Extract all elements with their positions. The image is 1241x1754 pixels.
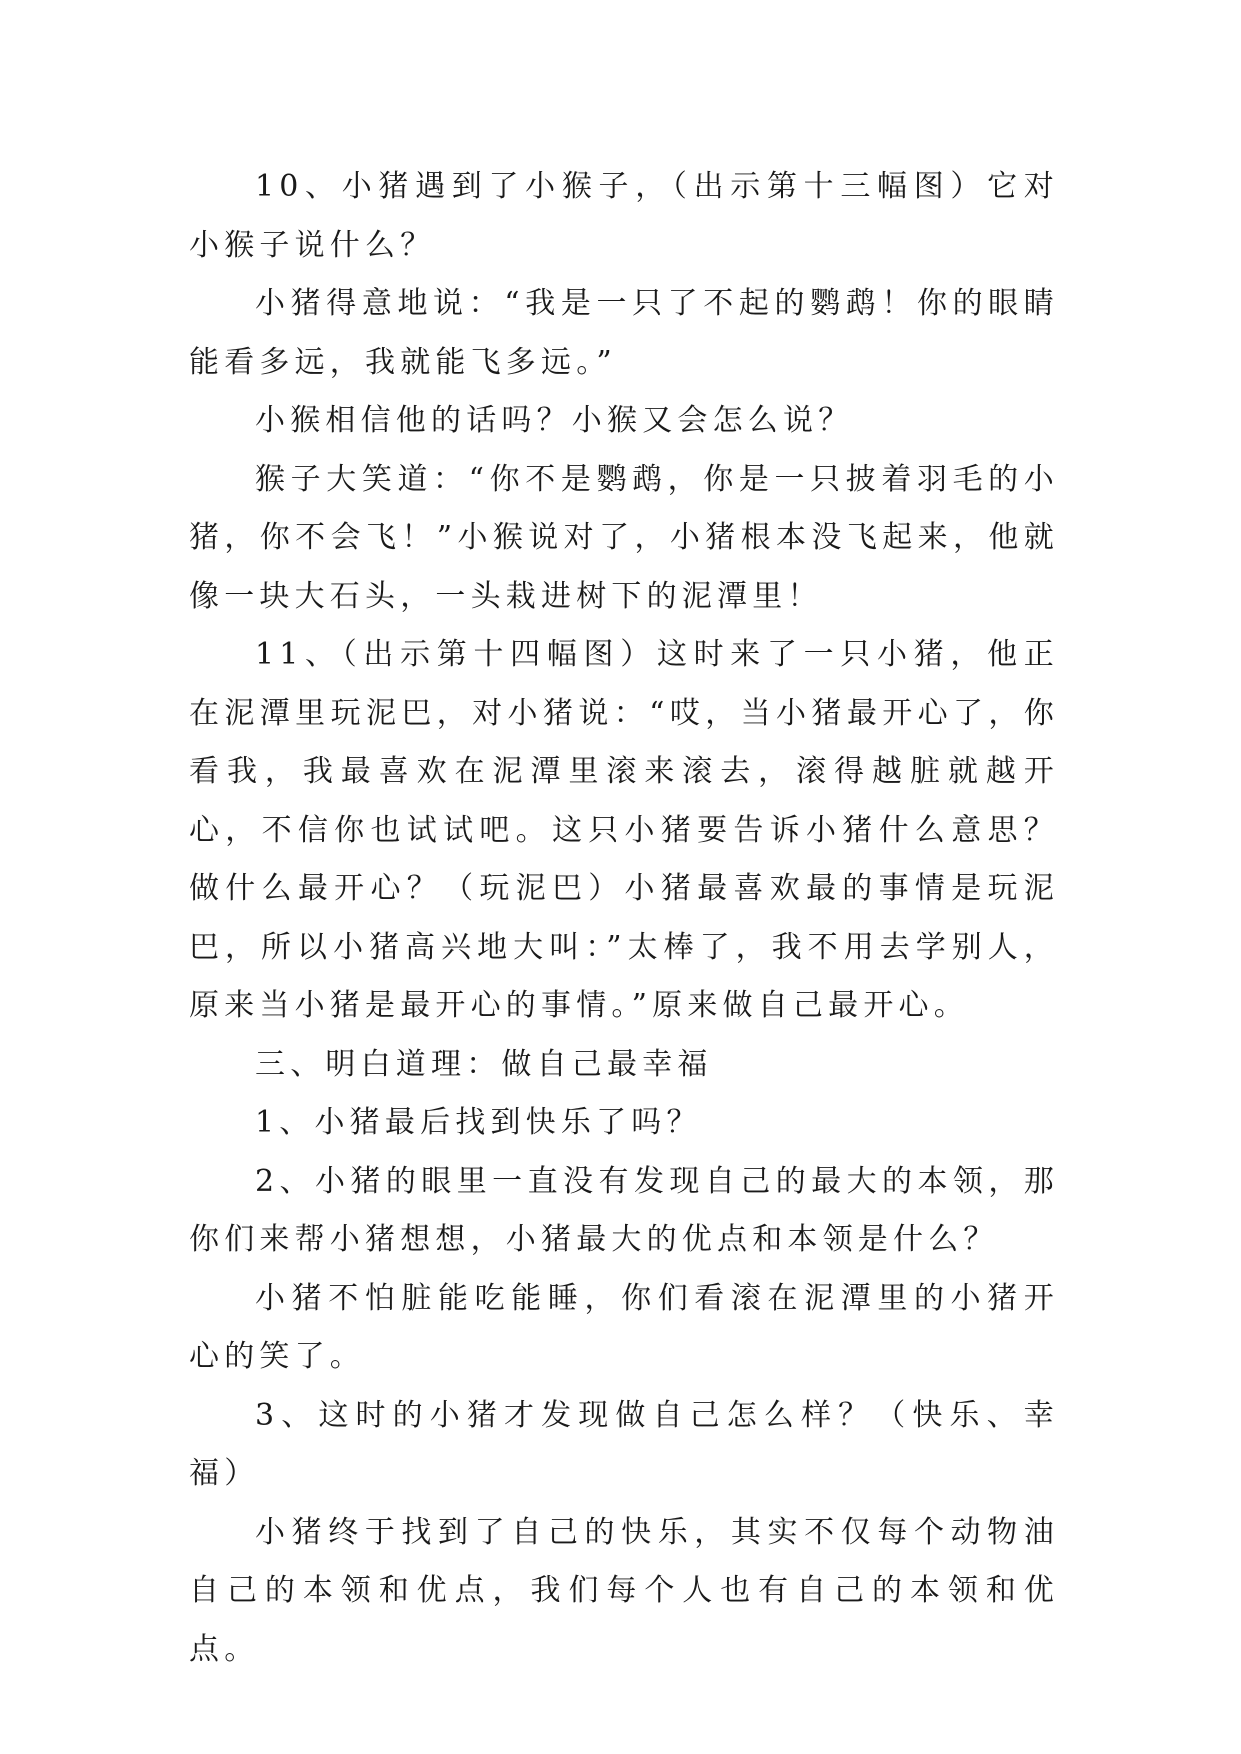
section-heading: 三、明白道理：做自己最幸福 [255, 1046, 713, 1082]
paragraph-3: 小猴相信他的话吗？小猴又会怎么说？ [255, 403, 854, 438]
paragraph-11: 小猪终于找到了自己的快乐，其实不仅每个动物油自己的本领和优点，我们每个人也有自己的本领和优点。 [189, 1514, 1059, 1667]
paragraph-7: 1、小猪最后找到快乐了吗？ [255, 1105, 702, 1140]
paragraph-2: 小猪得意地说：“我是一只了不起的鹦鹉！你的眼睛能看多远，我就能飞多远。” [189, 286, 1059, 380]
paragraph-4: 猴子大笑道：“你不是鹦鹉，你是一只披着羽毛的小猪，你不会飞！”小猴说对了，小猪根本没飞起来，他就像一块大石头，一头栽进树下的泥潭里！ [189, 461, 1059, 614]
paragraph-1: 10、小猪遇到了小猴子，（出示第十三幅图）它对小猴子说什么？ [189, 169, 1059, 263]
document-body [189, 158, 1059, 1679]
paragraph-5: 11、（出示第十四幅图）这时来了一只小猪，他正在泥潭里玩泥巴，对小猪说：“哎，当小猪最开心了，你看我，我最喜欢在泥潭里滚来滚去，滚得越脏就越开心，不信你也试试吧。这只小猪要告诉小猪什么意思？做什么最开心？（玩泥巴）小猪最喜欢最的事情是玩泥巴，所以小猪高兴地大叫：”太棒了，我不用去学别人，原来当小猪是最开心的事情。”原来做自己最开心。 [189, 637, 1059, 1023]
paragraph-10: 3、这时的小猪才发现做自己怎么样？（快乐、幸福） [189, 1397, 1059, 1491]
paragraph-9: 小猪不怕脏能吃能睡，你们看滚在泥潭里的小猪开心的笑了。 [189, 1280, 1059, 1374]
paragraph-8: 2、小猪的眼里一直没有发现自己的最大的本领，那你们来帮小猪想想，小猪最大的优点和本领是什么？ [189, 1163, 1059, 1257]
